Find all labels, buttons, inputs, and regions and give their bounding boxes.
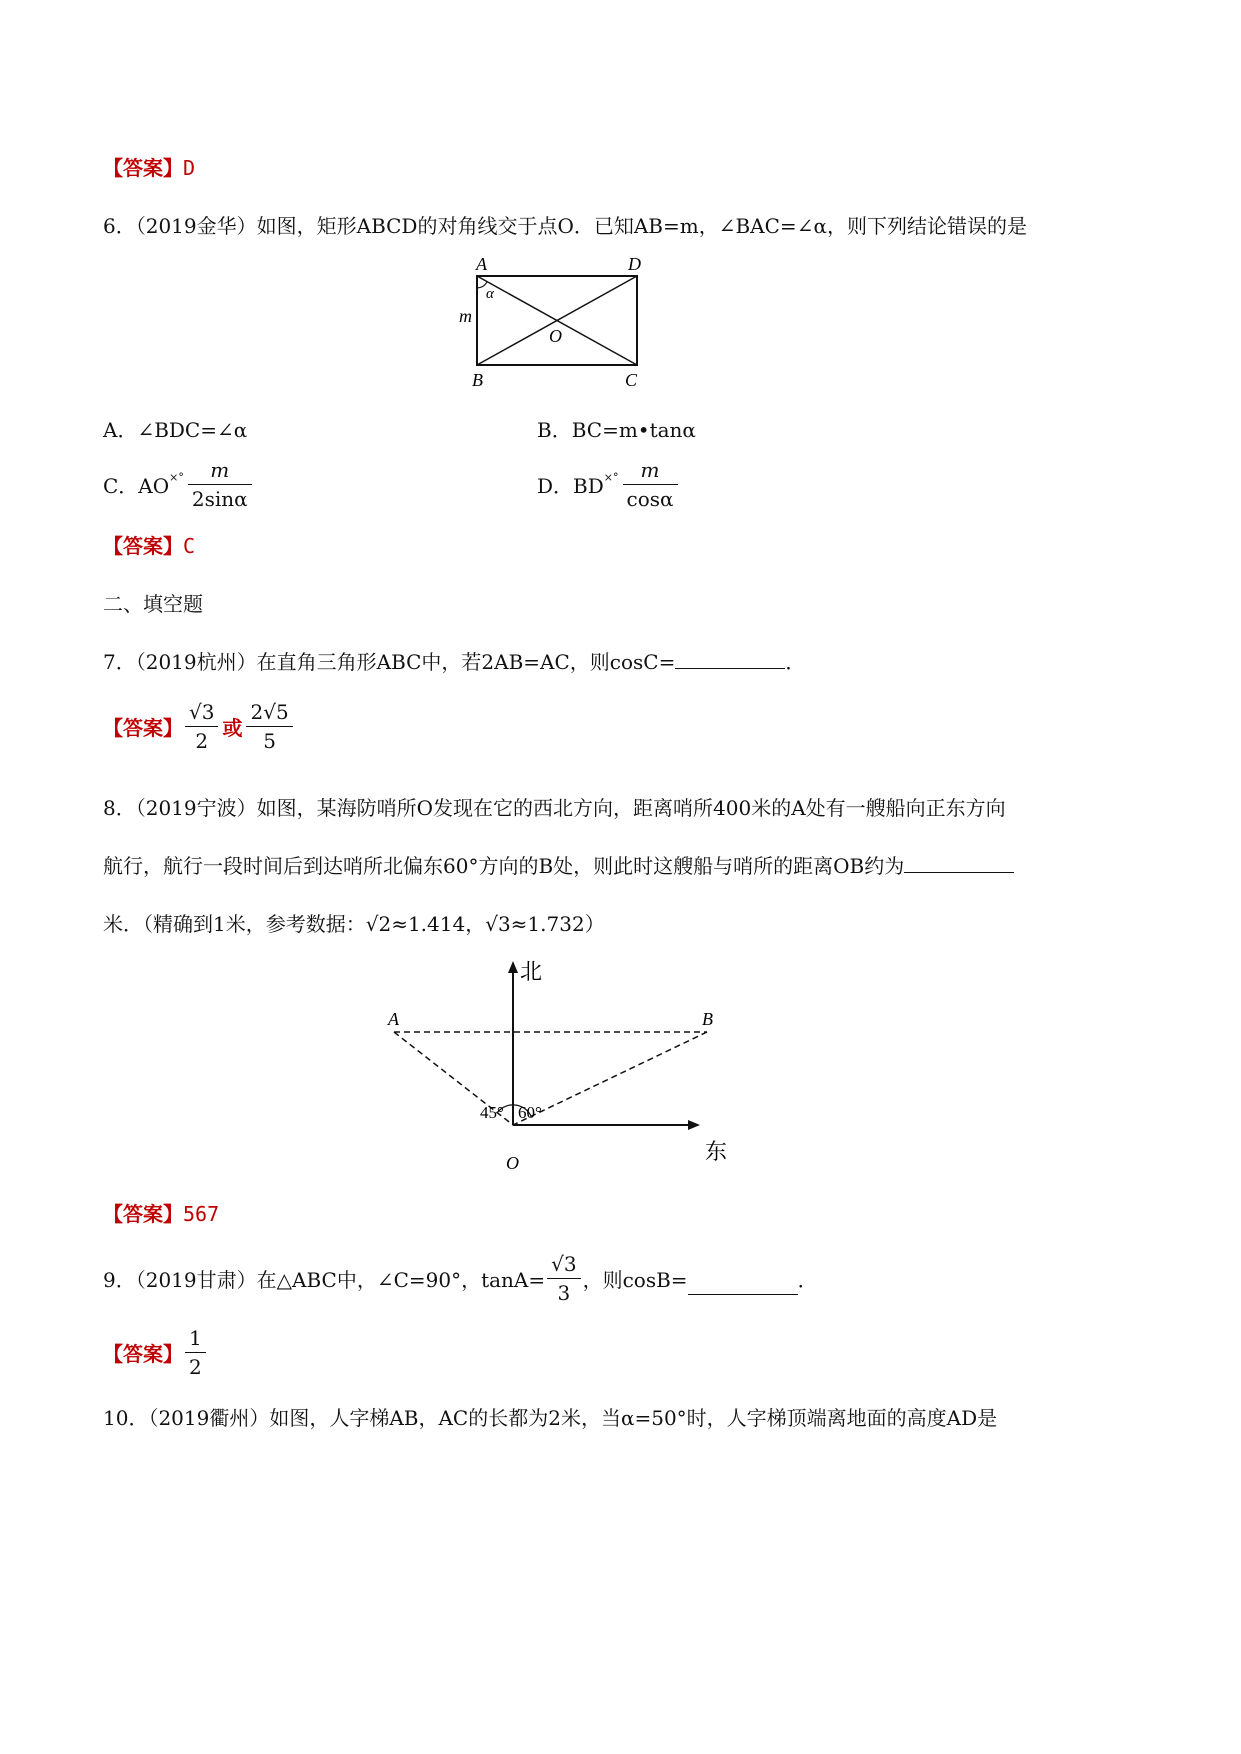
answer-q8 [103, 1198, 219, 1227]
question-8-line-2 [103, 850, 1014, 879]
question-9-stem [103, 1252, 818, 1305]
answer-tag: 【答案】 [103, 534, 183, 558]
question-9-text: 9．（2019甘肃）在△ABC中，∠C=90°，tanA= [103, 1268, 546, 1292]
answer-blank [675, 650, 785, 669]
frac-numerator: √3 [547, 1252, 580, 1279]
answer-blank [688, 1276, 798, 1295]
label-A: A [388, 1009, 399, 1029]
answer-value: D [183, 156, 196, 180]
frac-denominator: cosα [626, 487, 674, 511]
frac-numerator: 1 [185, 1326, 206, 1353]
answer-fraction-1 [185, 700, 218, 753]
frac-denominator: 2sinα [191, 487, 248, 511]
question-6-stem: 6．（2019金华）如图，矩形ABCD的对角线交于点O．已知AB=m，∠BAC=∠α，则下列结论错误的是 [103, 214, 1027, 238]
frac-numerator: m [188, 458, 252, 485]
answer-tag: 【答案】 [103, 1202, 183, 1226]
label-A: A [476, 254, 487, 274]
label-C: C [625, 370, 638, 390]
option-b: B．BC=m•tanα [537, 418, 696, 442]
answer-tag: 【答案】 [103, 1342, 183, 1366]
answer-or: 或 [222, 716, 243, 740]
answer-value: 567 [183, 1202, 220, 1226]
label-B: B [472, 370, 483, 390]
option-a: A．∠BDC=∠α [103, 418, 248, 442]
garbled-mark: ×° [169, 471, 184, 484]
label-east: 东 [705, 1139, 728, 1164]
answer-q6 [103, 530, 195, 559]
label-O: O [506, 1153, 519, 1173]
frac-numerator: m [623, 458, 678, 485]
label-45: 45° [480, 1103, 504, 1122]
question-9-fraction [547, 1252, 580, 1305]
label-O: O [549, 326, 562, 346]
frac-denominator: 2 [195, 729, 209, 753]
frac-numerator: 2√5 [246, 700, 292, 727]
option-d-label: D．BD [537, 474, 604, 498]
question-7-end: ． [785, 650, 806, 674]
question-8-line-3: 米．（精确到1米，参考数据：√2≈1.414，√3≈1.732） [103, 912, 605, 936]
option-c-label: C．AO [103, 474, 170, 498]
section-heading: 二、填空题 [103, 592, 203, 616]
label-north: 北 [520, 959, 543, 984]
option-c [103, 458, 254, 511]
question-9-end: ． [797, 1268, 818, 1292]
label-60: 60° [518, 1103, 542, 1122]
answer-fraction-2 [246, 700, 292, 753]
question-7-stem [103, 646, 805, 675]
question-10-stem: 10．（2019衢州）如图，人字梯AB，AC的长都为2米，当α=50°时，人字梯顶端离地面的高度AD是 [103, 1406, 998, 1430]
label-alpha: α [486, 286, 494, 302]
question-9-text-post: ，则cosB= [582, 1268, 688, 1292]
question-7-text: 7．（2019杭州）在直角三角形ABC中，若2AB=AC，则cosC= [103, 650, 676, 674]
label-D: D [628, 254, 641, 274]
answer-tag: 【答案】 [103, 716, 183, 740]
compass-figure [380, 955, 740, 1175]
answer-fraction [185, 1326, 206, 1379]
answer-q5 [103, 152, 195, 181]
question-8-line-1: 8．（2019宁波）如图，某海防哨所O发现在它的西北方向，距离哨所400米的A处有一艘船向正东方向 [103, 796, 1006, 820]
frac-denominator: 3 [557, 1281, 571, 1305]
frac-numerator: √3 [185, 700, 218, 727]
answer-blank [904, 854, 1014, 873]
frac-denominator: 2 [189, 1355, 202, 1379]
label-m: m [459, 306, 472, 326]
garbled-mark: ×° [603, 471, 619, 484]
answer-value: C [183, 534, 196, 558]
rectangle-figure [455, 250, 675, 395]
option-c-fraction [188, 458, 252, 511]
option-d [537, 458, 680, 511]
option-d-fraction [623, 458, 678, 511]
answer-q7 [103, 700, 295, 753]
answer-tag: 【答案】 [103, 156, 183, 180]
frac-denominator: 5 [263, 729, 276, 753]
answer-q9 [103, 1326, 208, 1379]
label-B: B [702, 1009, 713, 1029]
question-8-text: 航行，航行一段时间后到达哨所北偏东60°方向的B处，则此时这艘船与哨所的距离OB约为 [103, 854, 905, 878]
